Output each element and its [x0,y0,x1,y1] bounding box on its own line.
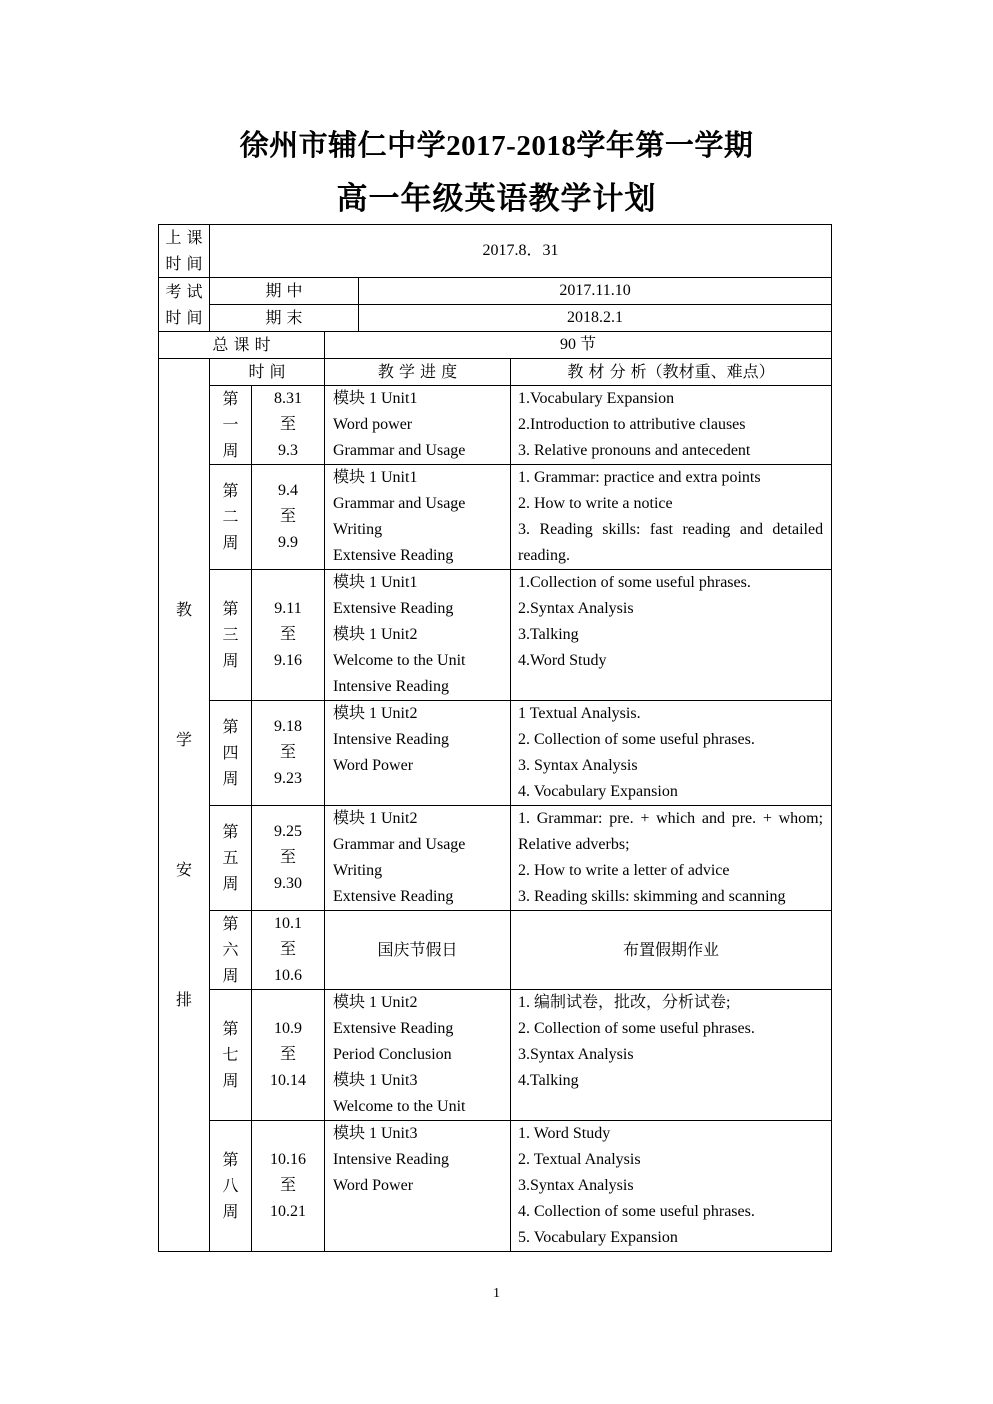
cell-line: Word Power [333,757,414,774]
cell-line: 1. Grammar: practice and extra points [518,469,761,486]
cell-line: 9.18 [274,718,302,735]
cell-line: 5. Vocabulary Expansion [518,1229,678,1246]
schedule-header-row [159,359,832,386]
week-progress [325,570,511,701]
cell-line: 1 Textual Analysis. [518,705,641,722]
cell-line: 至 [279,626,296,643]
cell-line: 10.16 [270,1151,306,1168]
cell-line: 国庆节假日 [377,940,458,959]
week-row [159,1121,832,1252]
week-analysis [511,1121,832,1252]
cell-line: Extensive Reading [333,1020,454,1037]
week-label [210,701,252,806]
week-dates [252,990,325,1121]
cell-line: 模块 1 Unit2 [333,705,418,722]
week-dates [252,806,325,911]
total-hours-value: 90 节 [325,332,832,359]
class-start-row [159,225,832,278]
cell-line: Grammar and Usage [333,495,466,512]
week-row [159,990,832,1121]
cell-line: 至 [279,941,296,958]
page-number: 1 [493,1286,500,1301]
midterm-label: 期 中 [210,278,359,305]
week-dates [252,1121,325,1252]
document-title: 徐州市辅仁中学2017-2018学年第一学期 [239,130,754,162]
cell-line: Extensive Reading [333,888,454,905]
cell-line: 2.Syntax Analysis [518,600,634,617]
cell-line: 周 [222,966,239,985]
header-progress: 教 学 进 度 [325,359,511,386]
cell-line: 4. Vocabulary Expansion [518,783,678,800]
week-label [210,806,252,911]
cell-line: 至 [279,1177,296,1194]
cell-line: 9.16 [274,652,302,669]
cell-line: 八 [222,1176,239,1195]
cell-line: 2. Textual Analysis [518,1151,641,1168]
class-start-label: 上 课 时 间 [159,225,210,278]
cell-line: 2. How to write a notice [518,495,673,512]
cell-line: 七 [222,1045,239,1064]
total-hours-row [159,332,832,359]
cell-line: 周 [222,651,239,670]
cell-line: 第 [222,481,239,500]
cell-line: Period Conclusion [333,1046,452,1063]
cell-line: 4.Word Study [518,652,607,669]
final-label: 期 末 [210,305,359,332]
cell-line: 四 [222,743,239,762]
cell-line: 3. Relative pronouns and antecedent [518,442,751,459]
cell-line: 周 [222,441,239,460]
exam-time-label: 考 试 时 间 [159,278,210,332]
cell-line: 3. Syntax Analysis [518,757,638,774]
cell-line: 9.23 [274,770,302,787]
cell-line: 至 [279,849,296,866]
week-progress [325,806,511,911]
cell-line: 模块 1 Unit1 [333,390,418,407]
cell-line: 3. Reading skills: skimming and scanning [518,888,786,905]
cell-line: 9.4 [278,482,298,499]
week-progress [325,701,511,806]
cell-line: Writing [333,521,383,538]
cell-line: 2.Introduction to attributive clauses [518,416,746,433]
cell-line: Word power [333,416,413,433]
document-subtitle: 高一年级英语教学计划 [336,181,657,216]
cell-line: 六 [222,940,239,959]
week-label [210,465,252,570]
cell-line: 至 [279,508,296,525]
cell-line: 第 [222,599,239,618]
cell-line: 模块 1 Unit1 [333,574,418,591]
week-row [159,465,832,570]
cell-line: 9.30 [274,875,302,892]
week-dates [252,570,325,701]
cell-line: Welcome to the Unit [333,652,466,669]
side-label-char: 排 [175,990,192,1009]
cell-line: 10.14 [270,1072,306,1089]
cell-line: 1.Collection of some useful phrases. [518,574,751,591]
week-label [210,990,252,1121]
cell-line: 第 [222,717,239,736]
cell-line: 2. How to write a letter of advice [518,862,730,879]
cell-line: 布置假期作业 [623,940,720,959]
cell-line: Grammar and Usage [333,836,466,853]
cell-line: 3. Reading skills: fast reading and detailed reading. [518,521,824,564]
midterm-date: 2017.11.10 [359,278,832,305]
side-label-char: 安 [175,860,192,879]
week-label [210,911,252,990]
side-label-char: 学 [175,730,192,749]
cell-line: 3.Syntax Analysis [518,1177,634,1194]
week-row [159,911,832,990]
week-analysis [511,990,832,1121]
cell-line: Intensive Reading [333,1151,449,1168]
cell-line: 三 [222,625,239,644]
week-label [210,386,252,465]
midterm-row [159,278,832,305]
cell-line: Intensive Reading [333,731,449,748]
week-progress [325,911,511,990]
teaching-plan-table [158,224,832,1252]
cell-line: Word Power [333,1177,414,1194]
cell-line: 第 [222,914,239,933]
cell-line: 至 [279,744,296,761]
cell-line: 周 [222,769,239,788]
header-time: 时 间 [210,359,325,386]
cell-line: 一 [222,415,239,434]
cell-line: 4. Collection of some useful phrases. [518,1203,755,1220]
cell-line: 1. 编制试卷，批改，分析试卷; [518,994,731,1011]
cell-line: 3.Talking [518,626,579,643]
cell-line: 模块 1 Unit3 [333,1125,418,1142]
cell-line: Extensive Reading [333,547,454,564]
week-row [159,386,832,465]
final-row [159,305,832,332]
cell-line: 9.25 [274,823,302,840]
week-analysis [511,701,832,806]
cell-line: 周 [222,1071,239,1090]
cell-line: 3.Syntax Analysis [518,1046,634,1063]
cell-line: Extensive Reading [333,600,454,617]
final-date: 2018.2.1 [359,305,832,332]
cell-line: 周 [222,533,239,552]
cell-line: Welcome to the Unit [333,1098,466,1115]
cell-line: 10.6 [274,967,302,984]
cell-line: 9.11 [274,600,302,617]
cell-line: 4.Talking [518,1072,579,1089]
week-progress [325,465,511,570]
week-row [159,806,832,911]
cell-line: 9.3 [278,442,298,459]
week-dates [252,701,325,806]
cell-line: 至 [279,416,296,433]
week-dates [252,386,325,465]
cell-line: 二 [222,507,239,526]
schedule-side-label [159,359,210,1252]
cell-line: 模块 1 Unit2 [333,626,418,643]
cell-line: 至 [279,1046,296,1063]
week-analysis [511,806,832,911]
week-row [159,701,832,806]
cell-line: 1.Vocabulary Expansion [518,390,675,407]
cell-line: 周 [222,1202,239,1221]
cell-line: 10.1 [274,915,302,932]
side-label-char: 教 [175,600,192,619]
week-dates [252,465,325,570]
cell-line: 第 [222,389,239,408]
cell-line: Grammar and Usage [333,442,466,459]
week-progress [325,386,511,465]
cell-line: Writing [333,862,383,879]
week-analysis [511,465,832,570]
cell-line: 第 [222,1150,239,1169]
cell-line: 1. Word Study [518,1125,611,1142]
cell-line: 模块 1 Unit2 [333,994,418,1011]
cell-line: 模块 1 Unit2 [333,810,418,827]
week-dates [252,911,325,990]
cell-line: 10.21 [270,1203,306,1220]
class-start-date: 2017.8．31 [210,225,832,278]
cell-line: 第 [222,822,239,841]
cell-line: 周 [222,874,239,893]
cell-line: 2. Collection of some useful phrases. [518,1020,755,1037]
week-progress [325,990,511,1121]
week-analysis [511,386,832,465]
week-row [159,570,832,701]
cell-line: Intensive Reading [333,678,449,695]
week-progress [325,1121,511,1252]
cell-line: 10.9 [274,1020,302,1037]
cell-line: 模块 1 Unit1 [333,469,418,486]
week-label [210,570,252,701]
week-analysis [511,911,832,990]
cell-line: 8.31 [274,390,302,407]
header-analysis: 教 材 分 析（教材重、难点） [511,359,832,386]
total-hours-label: 总 课 时 [159,332,325,359]
cell-line: 2. Collection of some useful phrases. [518,731,755,748]
cell-line: 模块 1 Unit3 [333,1072,418,1089]
cell-line: 1. Grammar: pre. + which and pre. + whom; Relative adverbs; [518,810,824,853]
cell-line: 第 [222,1019,239,1038]
cell-line: 五 [222,848,239,867]
week-label [210,1121,252,1252]
week-analysis [511,570,832,701]
cell-line: 9.9 [278,534,298,551]
